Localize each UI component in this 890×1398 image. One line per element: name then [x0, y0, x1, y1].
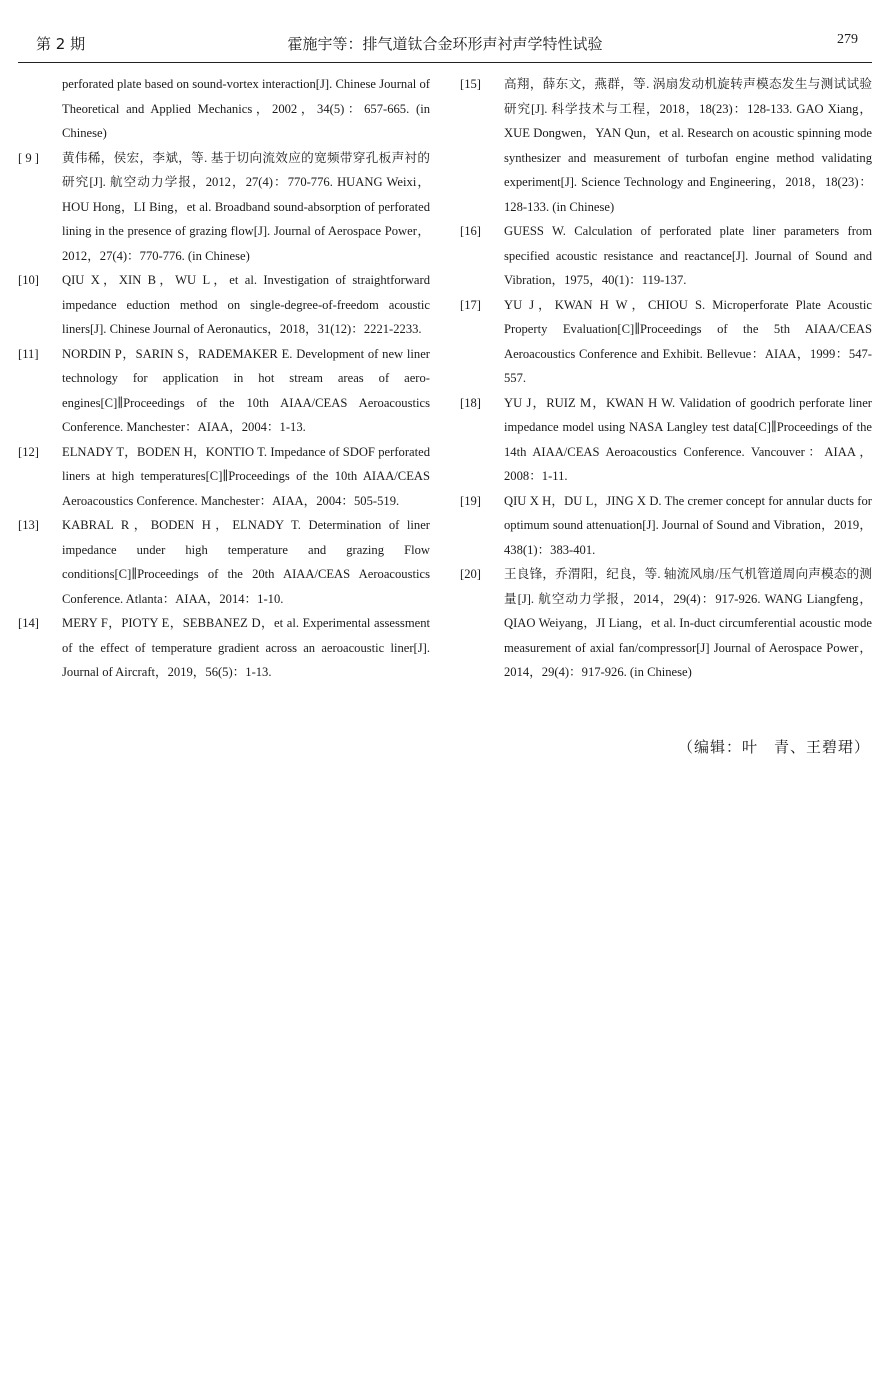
- reference-number: [16]: [460, 224, 481, 238]
- reference-item: [18, 513, 430, 611]
- reference-number: [ 9 ]: [18, 150, 39, 165]
- reference-text: YU J，RUIZ M，KWAN H W. Validation of goodrich perforate liner impedance model using NASA Langley test data[C]∥Proceedings of the 14th AIAA/CEAS Aeroacoustics Conference. Vancouver：AIAA，2008：1-11.: [504, 395, 872, 483]
- reference-text: 王良锋，乔渭阳，纪良，等. 轴流风扇/压气机管道周向声模态的测量[J]. 航空动力学报，2014，29(4)：917-926. WANG Liangfeng，QIAO Weiyang，JI Liang，et al. In-duct circumferential acoustic mode measurement of axial fan/compressor[J] Journal of Aerospace Power，2014，29(4)：917-926. (in Chinese): [504, 567, 872, 679]
- reference-number: [10]: [18, 273, 39, 287]
- reference-number: [15]: [460, 77, 481, 91]
- reference-number: [20]: [460, 567, 481, 581]
- reference-number: [12]: [18, 444, 39, 459]
- reference-number: [14]: [18, 616, 39, 630]
- reference-text: KABRAL R，BODEN H，ELNADY T. Determination of liner impedance under high temperature and grazing Flow conditions[C]∥Proceedings of the 20th AIAA/CEAS Aeroacoustics Conference. Atlanta：AIAA，2014：1-10.: [62, 518, 430, 606]
- reference-item: [460, 562, 872, 685]
- reference-text: ELNADY T，BODEN H，KONTIO T. Impedance of SDOF perforated liners at high temperatures[C]∥Proceedings of the 10th AIAA/CEAS Aeroacoustics Conference. Manchester：AIAA，2004：505-519.: [62, 444, 430, 508]
- reference-item: [460, 489, 872, 563]
- reference-number: [17]: [460, 297, 481, 312]
- reference-item: [460, 72, 872, 219]
- reference-text: YU J，KWAN H W，CHIOU S. Microperforate Plate Acoustic Property Evaluation[C]∥Proceedings of the 5th AIAA/CEAS Aeroacoustics Conference and Exhibit. Bellevue：AIAA，1999：547-557.: [504, 297, 872, 385]
- reference-item: [18, 146, 430, 269]
- reference-item: [460, 391, 872, 489]
- reference-text: NORDIN P，SARIN S，RADEMAKER E. Development of new liner technology for application in hot stream areas of aero-engines[C]∥Proceedings of the 10th AIAA/CEAS Aeroacoustics Conference. Manchester：AIAA，2004：1-13.: [62, 346, 430, 434]
- reference-item: [460, 293, 872, 391]
- page-number: 279: [837, 32, 858, 47]
- reference-item: [18, 268, 430, 342]
- left-reference-column: [18, 72, 430, 685]
- reference-number: [18]: [460, 395, 481, 410]
- right-reference-column: [460, 72, 872, 685]
- reference-text: 高翔，薛东文，燕群，等. 涡扇发动机旋转声模态发生与测试试验研究[J]. 科学技术与工程，2018，18(23)：128-133. GAO Xiang，XUE Dongwen，YAN Qun，et al. Research on acoustic spinning mode synthesizer and measurement of turbofan engine method validating experiment[J]. Science Technology and Engineering，2018，18(23)：128-133. (in Chinese): [504, 77, 872, 214]
- reference-number: [11]: [18, 346, 39, 361]
- reference-text: 黄伟稀，侯宏，李斌，等. 基于切向流效应的宽频带穿孔板声衬的研究[J]. 航空动力学报，2012，27(4)：770-776. HUANG Weixi，HOU Hong，LI Bing，et al. Broadband sound-absorption of perforated lining in the presence of grazing flow[J]. Journal of Aerospace Power，2012，27(4)：770-776. (in Chinese): [62, 150, 430, 263]
- reference-item: [18, 342, 430, 440]
- editor-credit: （编辑：叶 青、王碧珺）: [677, 738, 870, 756]
- issue-label: 第 2 期: [36, 35, 86, 53]
- reference-text: perforated plate based on sound-vortex interaction[J]. Chinese Journal of Theoretical and Applied Mechanics，2002，34(5)：657-665. (in Chinese): [62, 77, 430, 140]
- reference-text: GUESS W. Calculation of perforated plate liner parameters from specified acoustic resistance and reactance[J]. Journal of Sound and Vibration，1975，40(1)：119-137.: [504, 224, 872, 287]
- reference-text: QIU X，XIN B，WU L，et al. Investigation of straightforward impedance eduction method on single-degree-of-freedom acoustic liners[J]. Chinese Journal of Aeronautics，2018，31(12)：2221-2233.: [62, 273, 430, 336]
- reference-item: [18, 611, 430, 685]
- reference-text: MERY F，PIOTY E，SEBBANEZ D，et al. Experimental assessment of the effect of temperature gradient across an aeroacoustic liner[J]. Journal of Aircraft，2019，56(5)：1-13.: [62, 616, 430, 679]
- reference-item: [18, 440, 430, 514]
- reference-number: [13]: [18, 518, 39, 532]
- page-header: [18, 0, 872, 63]
- reference-item: [18, 72, 430, 146]
- reference-number: [19]: [460, 493, 481, 508]
- reference-item: [460, 219, 872, 293]
- running-title: 霍施宇等：排气道钛合金环形声衬声学特性试验: [287, 35, 603, 53]
- reference-text: QIU X H，DU L，JING X D. The cremer concept for annular ducts for optimum sound attenuation[J]. Journal of Sound and Vibration，2019，438(1)：383-401.: [504, 493, 872, 557]
